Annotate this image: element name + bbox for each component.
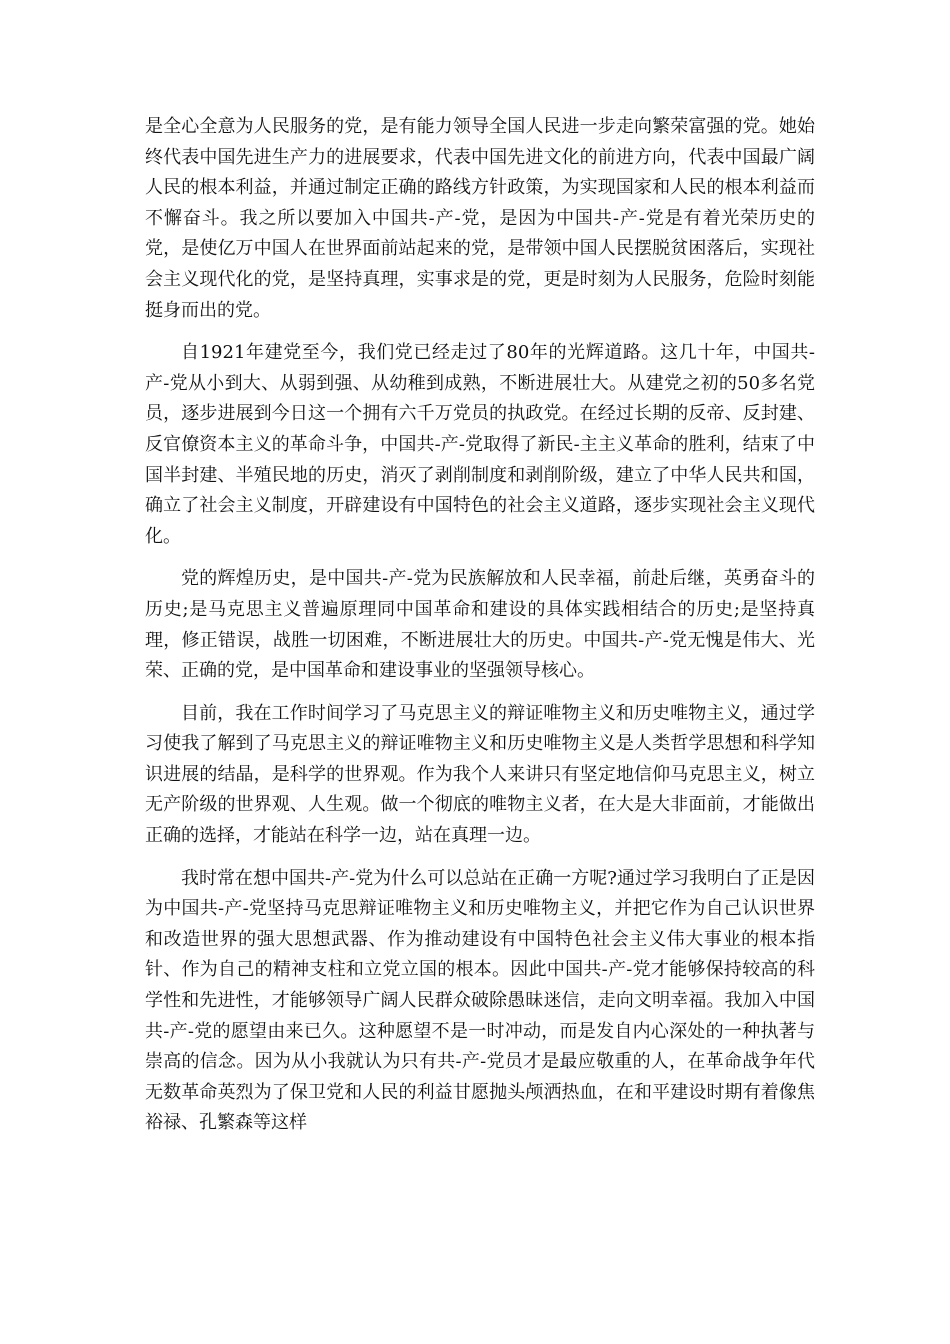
paragraph-aspiration: 我时常在想中国共-产-党为什么可以总站在正确一方呢?通过学习我明白了正是因为中国共-产-党坚持马克思辩证唯物主义和历史唯物主义，并把它作为自己认识世界和改造世界的强大思想武器、作为推动建设有中国特色社会主义伟大事业的根本指针、作为自己的精神支柱和立党立国的根本。因此中国共-产-党才能够保持较高的科学性和先进性，才能够领导广阔人民群众破除愚昧迷信，走向文明幸福。我加入中国共-产-党的愿望由来已久。这种愿望不是一时冲动，而是发自内心深处的一种执著与崇高的信念。因为从小我就认为只有共-产-党员才是最应敬重的人，在革命战争年代无数革命英烈为了保卫党和人民的利益甘愿抛头颅洒热血，在和平建设时期有着像焦裕禄、孔繁森等这样 — [145, 867, 815, 1134]
document-page — [145, 112, 815, 1151]
paragraph-glorious-history: 党的辉煌历史，是中国共-产-党为民族解放和人民幸福，前赴后继，英勇奋斗的历史;是马克思主义普遍原理同中国革命和建设的具体实践相结合的历史;是坚持真理，修正错误，战胜一切困难，不断进展壮大的历史。中国共-产-党无愧是伟大、光荣、正确的党，是中国革命和建设事业的坚强领导核心。 — [145, 568, 815, 682]
paragraph-party-history: 自1921年建党至今，我们党已经走过了80年的光辉道路。这几十年，中国共-产-党从小到大、从弱到强、从幼稚到成熟，不断进展壮大。从建党之初的50多名党员，逐步进展到今日这一个拥有六千万党员的执政党。在经过长期的反帝、反封建、反官僚资本主义的革命斗争，中国共-产-党取得了新民-主主义革命的胜利，结束了中国半封建、半殖民地的历史，消灭了剥削制度和剥削阶级，建立了中华人民共和国，确立了社会主义制度，开辟建设有中国特色的社会主义道路，逐步实现社会主义现代化。 — [145, 342, 815, 547]
paragraph-continuation: 是全心全意为人民服务的党，是有能力领导全国人民进一步走向繁荣富强的党。她始终代表中国先进生产力的进展要求，代表中国先进文化的前进方向，代表中国最广阔人民的根本利益，并通过制定正确的路线方针政策，为实现国家和人民的根本利益而不懈奋斗。我之所以要加入中国共-产-党，是因为中国共-产-党是有着光荣历史的党，是使亿万中国人在世界面前站起来的党，是带领中国人民摆脱贫困落后，实现社会主义现代化的党，是坚持真理，实事求是的党，更是时刻为人民服务，危险时刻能挺身而出的党。 — [145, 116, 815, 321]
paragraph-marxism-study: 目前，我在工作时间学习了马克思主义的辩证唯物主义和历史唯物主义，通过学习使我了解到了马克思主义的辩证唯物主义和历史唯物主义是人类哲学思想和科学知识进展的结晶，是科学的世界观。作为我个人来讲只有坚定地信仰马克思主义，树立无产阶级的世界观、人生观。做一个彻底的唯物主义者，在大是大非面前，才能做出正确的选择，才能站在科学一边，站在真理一边。 — [145, 702, 815, 847]
